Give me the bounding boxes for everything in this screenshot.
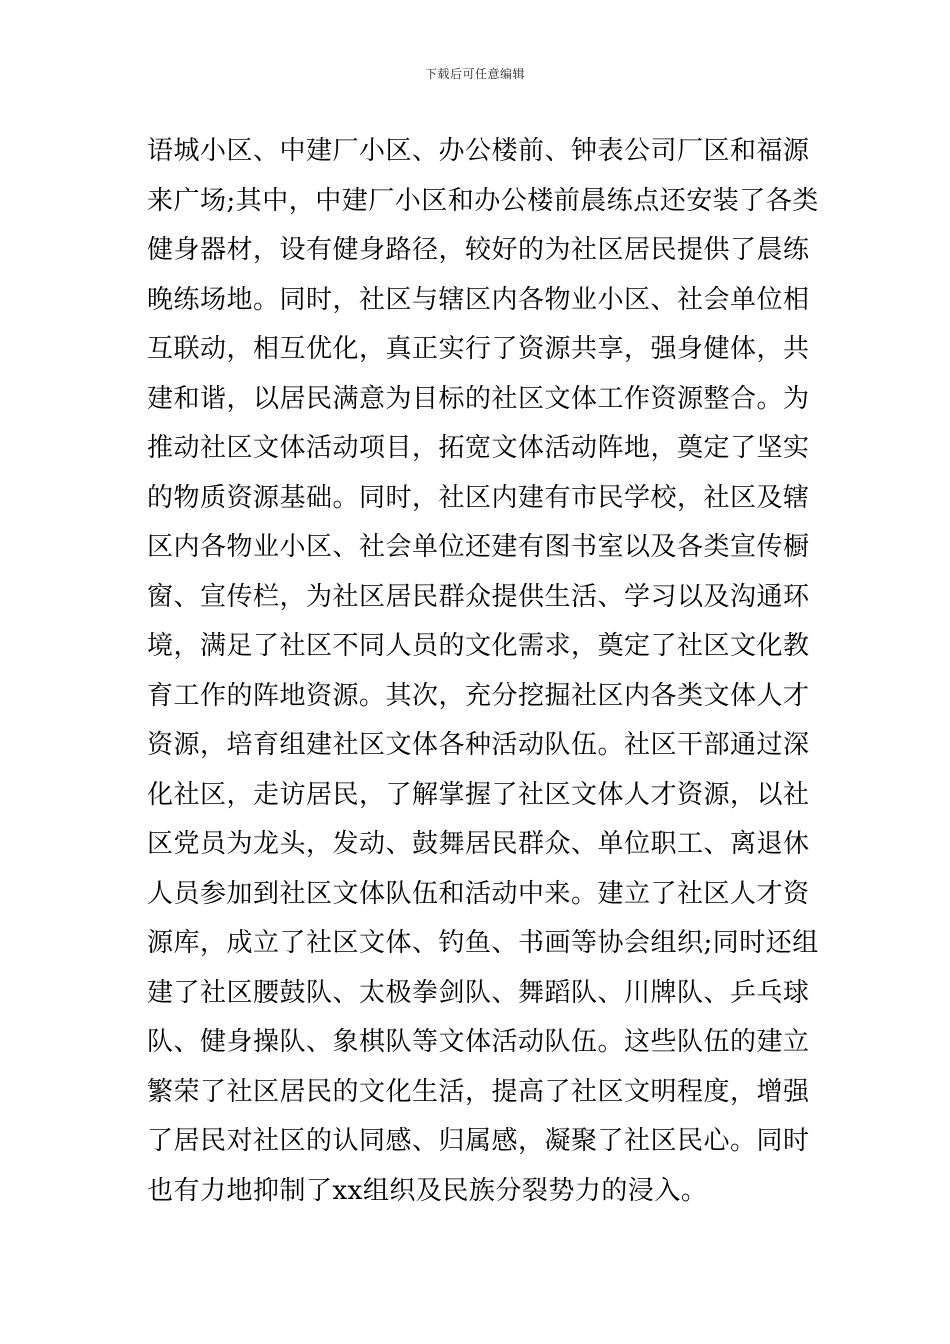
text-line: 队、健身操队、象棋队等文体活动队伍。这些队伍的建立 (147, 1027, 810, 1057)
text-line: 人员参加到社区文体队伍和活动中来。建立了社区人才资 (147, 878, 810, 909)
text-line: 繁荣了社区居民的文化生活，提高了社区文明程度，增强 (147, 1076, 810, 1107)
text-line: 健身器材，设有健身路径，较好的为社区居民提供了晨练 (147, 235, 810, 265)
text-line: 来广场;其中，中建厂小区和办公楼前晨练点还安装了各类 (147, 185, 819, 216)
text-line: 推动社区文体活动项目，拓宽文体活动阵地，奠定了坚实 (147, 433, 810, 463)
text-line: 建和谐，以居民满意为目标的社区文体工作资源整合。为 (147, 383, 810, 414)
body-paragraph (147, 132, 817, 1221)
text-line: 窗、宣传栏，为社区居民群众提供生活、学习以及沟通环 (147, 581, 810, 612)
text-line: 互联动，相互优化，真正实行了资源共享，强身健体，共 (147, 334, 810, 364)
text-line: 源库，成立了社区文体、钓鱼、书画等协会组织;同时还组 (147, 928, 819, 958)
text-line: 语城小区、中建厂小区、办公楼前、钟表公司厂区和福源 (147, 136, 810, 166)
text-line: 晚练场地。同时，社区与辖区内各物业小区、社会单位相 (147, 284, 810, 315)
text-line: 境，满足了社区不同人员的文化需求，奠定了社区文化教 (147, 631, 810, 661)
text-line: 育工作的阵地资源。其次，充分挖掘社区内各类文体人才 (147, 680, 810, 711)
page-header: 下载后可任意编辑 (424, 67, 525, 81)
text-line: 的物质资源基础。同时，社区内建有市民学校，社区及辖 (147, 482, 810, 513)
text-line: 建了社区腰鼓队、太极拳剑队、舞蹈队、川牌队、乒乓球 (147, 977, 810, 1008)
text-line: 化社区，走访居民，了解掌握了社区文体人才资源，以社 (147, 779, 810, 810)
text-line: 区内各物业小区、社会单位还建有图书室以及各类宣传橱 (147, 532, 810, 562)
text-line: 资源，培育组建社区文体各种活动队伍。社区干部通过深 (147, 730, 810, 760)
text-line: 区党员为龙头，发动、鼓舞居民群众、单位职工、离退休 (147, 829, 810, 859)
text-line: 也有力地抑制了xx组织及民族分裂势力的浸入。 (147, 1175, 708, 1206)
text-line: 了居民对社区的认同感、归属感，凝聚了社区民心。同时 (147, 1126, 810, 1156)
